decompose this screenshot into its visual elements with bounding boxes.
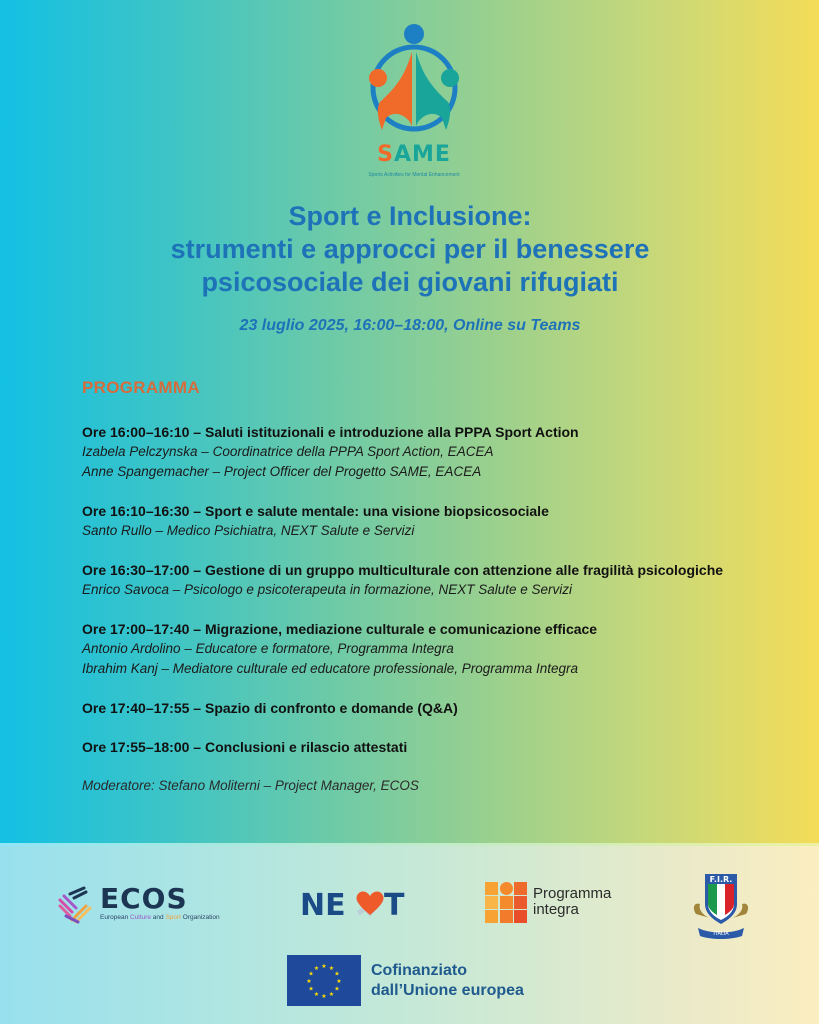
svg-text:T: T: [384, 888, 405, 921]
same-logo: [362, 20, 466, 180]
event-date-location: 23 luglio 2025, 16:00–18:00, Online su Teams: [239, 317, 581, 334]
integra-line-2: integra: [533, 901, 579, 918]
integra-grid-icon: [485, 882, 529, 924]
eu-star-icon: ★: [334, 986, 340, 993]
ecos-wordmark: ECOS: [100, 882, 188, 915]
event-title: [60, 200, 760, 299]
eu-star-icon: ★: [336, 979, 342, 985]
eu-star-icon: ★: [313, 991, 320, 998]
session-speaker: Enrico Savoca – Psicologo e psicoterapeuta in formazione, NEXT Salute e Servizi: [82, 582, 573, 597]
eu-flag-icon: [287, 955, 361, 1006]
session-title: Ore 17:40–17:55 – Spazio di confronto e domande (Q&A): [82, 700, 458, 716]
ecos-tag-text: and: [150, 914, 166, 921]
eu-stars: [287, 955, 361, 1006]
next-logo: [300, 885, 410, 921]
title-line-3: psicosociale dei giovani rifugiati: [201, 267, 619, 297]
session-title: Ore 17:00–17:40 – Migrazione, mediazione culturale e comunicazione efficace: [82, 621, 598, 637]
ecos-tag-text: European: [100, 914, 130, 921]
program-heading: PROGRAMMA: [82, 378, 200, 397]
same-tagline: Sports Activities for Mental Enhancement: [368, 172, 460, 178]
session-speaker: Santo Rullo – Medico Psichiatra, NEXT Salute e Servizi: [82, 523, 415, 538]
eu-star-icon: ★: [334, 971, 340, 978]
session-item: [82, 737, 802, 757]
session-title: Ore 16:10–16:30 – Sport e salute mentale: una visione biopsicosociale: [82, 503, 549, 519]
session-title: Ore 16:30–17:00 – Gestione di un gruppo multiculturale con attenzione alle fragilità psicologiche: [82, 562, 724, 578]
fir-shield-icon: [690, 868, 752, 940]
eu-star-icon: ★: [306, 979, 312, 985]
session-speaker: Ibrahim Kanj – Mediatore culturale ed educatore professionale, Programma Integra: [82, 661, 579, 676]
eu-line-1: Cofinanziato: [371, 962, 467, 979]
fir-ribbon-text: ITALIA: [713, 931, 729, 937]
same-wordmark-s: S: [377, 142, 394, 167]
title-line-2: strumenti e approcci per il benessere: [170, 234, 650, 264]
eu-star-icon: ★: [308, 986, 314, 993]
integra-line-1: Programma: [533, 885, 612, 902]
ecos-tagline: [100, 914, 220, 921]
next-wordmark-icon: [300, 885, 410, 921]
same-wordmark: [362, 142, 466, 167]
session-title: Ore 17:55–18:00 – Conclusioni e rilascio attestati: [82, 739, 408, 755]
fir-crest-logo: [690, 868, 752, 940]
session-item: [82, 501, 802, 541]
session-title: Ore 16:00–16:10 – Saluti istituzionali e introduzione alla PPPA Sport Action: [82, 424, 579, 440]
session-speaker: Izabela Pelczynska – Coordinatrice della PPPA Sport Action, EACEA: [82, 444, 494, 459]
session-speaker: Anne Spangemacher – Project Officer del Progetto SAME, EACEA: [82, 464, 482, 479]
eu-star-icon: ★: [308, 971, 314, 978]
ecos-tag-text: Organization: [180, 914, 220, 921]
same-wordmark-rest: AME: [393, 142, 451, 167]
programma-integra-logo: [485, 882, 625, 926]
svg-text:NE: NE: [300, 888, 346, 921]
eu-star-icon: ★: [313, 966, 320, 973]
title-line-1: Sport e Inclusione:: [288, 201, 532, 231]
program-list: [82, 422, 802, 796]
ecos-logo: [56, 884, 226, 926]
session-item: [82, 619, 802, 679]
ecos-mark-icon: [56, 886, 94, 924]
eu-star-icon: ★: [328, 966, 335, 973]
session-item: [82, 422, 802, 482]
eu-line-2: dall’Unione europea: [371, 982, 524, 999]
integra-wordmark: [533, 886, 611, 918]
eu-star-icon: ★: [321, 994, 327, 1000]
eu-star-icon: ★: [321, 964, 327, 970]
fir-label: F.I.R.: [709, 875, 733, 884]
ecos-tag-culture: Culture: [130, 914, 151, 921]
session-item: [82, 698, 802, 718]
session-item: [82, 560, 802, 600]
session-speaker: Antonio Ardolino – Educatore e formatore, Programma Integra: [82, 641, 454, 656]
eu-cofunding-logo: [287, 955, 547, 1007]
same-emblem-icon: [362, 20, 466, 144]
moderator: Moderatore: Stefano Moliterni – Project Manager, ECOS: [82, 778, 419, 793]
eu-cofunding-text: [371, 961, 524, 1001]
ecos-tag-sport: Sport: [165, 914, 181, 921]
eu-star-icon: ★: [328, 991, 335, 998]
